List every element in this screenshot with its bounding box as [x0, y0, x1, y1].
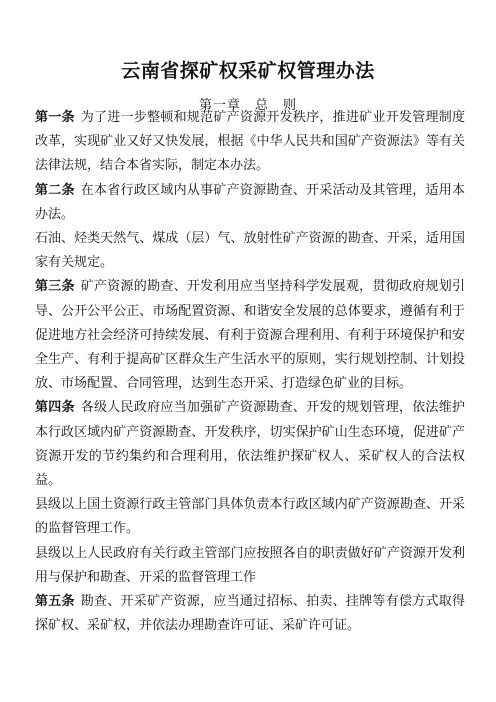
document-title: 云南省探矿权采矿权管理办法 [121, 60, 375, 82]
paragraph [35, 590, 465, 638]
article-number: 第四条 [35, 400, 75, 416]
paragraph [35, 396, 465, 493]
paragraph [35, 227, 465, 275]
article-number: 第五条 [35, 594, 75, 610]
paragraph [35, 493, 465, 541]
article-number: 第三条 [35, 279, 75, 295]
paragraph-text: 县级以上国土资源行政主管部门具体负责本行政区域内矿产资源勘查、开采的监督管理工作。 [35, 497, 465, 537]
paragraph-text: 在本省行政区域内从事矿产资源勘查、开采活动及其管理，适用本办法。 [35, 182, 465, 222]
paragraph-text: 矿产资源的勘查、开发利用应当坚持科学发展观，贯彻政府规划引导、公开公平公正、市场配置资源、和谐安全发展的总体要求，遵循有利于促进地方社会经济可持续发展、有利于资源合理利用、有利于环境保护和安全生产、有利于提高矿区群众生产生活水平的原则，实行规划控制、计划投放、市场配置、合同管理，达到生态开采、打造绿色矿业的目标。 [35, 279, 465, 392]
paragraph-text: 各级人民政府应当加强矿产资源勘查、开发的规划管理，依法维护本行政区域内矿产资源勘查、开发秩序，切实保护矿山生态环境，促进矿产资源开发的节约集约和合理利用，依法维护探矿权人、采矿权人的合法权益。 [35, 400, 465, 489]
chapter-number: 第一章 [198, 98, 241, 113]
paragraph [35, 275, 465, 396]
paragraph-text: 勘查、开采矿产资源，应当通过招标、拍卖、挂牌等有偿方式取得探矿权、采矿权，并依法办理勘查许可证、采矿许可证。 [35, 594, 465, 634]
paragraph-text: 县级以上人民政府有关行政主管部门应按照各自的职责做好矿产资源开发利用与保护和勘查、开采的监督管理工作 [35, 545, 465, 585]
paragraph [35, 179, 465, 227]
document-body [35, 106, 465, 638]
chapter-name: 总 则 [255, 98, 298, 113]
article-number: 第一条 [35, 110, 75, 125]
paragraph-text: 石油、烃类天然气、煤成（层）气、放射性矿产资源的勘查、开采，适用国家有关规定。 [35, 231, 465, 271]
article-number: 第二条 [35, 182, 75, 198]
paragraph [35, 542, 465, 590]
paragraph-text: 为了进一步整顿和规范矿产资源开发秩序，推进矿业开发管理制度改革，实现矿业又好又快发展，根据《中华人民共和国矿产资源法》等有关法律法规，结合本省实际，制定本办法。 [35, 110, 465, 174]
paragraph [35, 106, 465, 179]
